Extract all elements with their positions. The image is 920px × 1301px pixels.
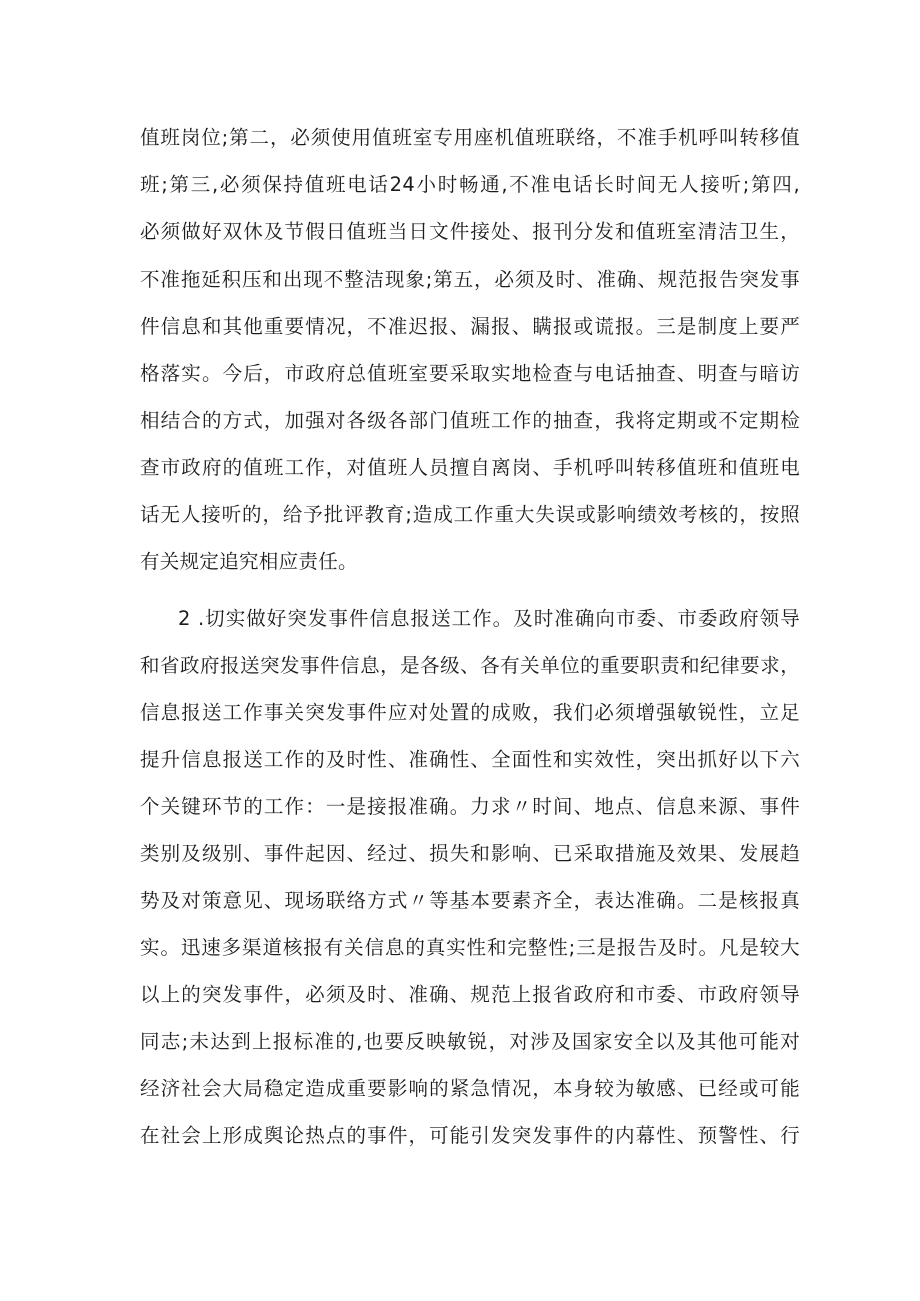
text-line: 件信息和其他重要情况，不准迟报、漏报、瞒报或谎报。三是制度上要严 — [140, 315, 800, 338]
text-line: 查市政府的值班工作，对值班人员擅自离岗、手机呼叫转移值班和值班电 — [140, 456, 800, 479]
text-line: 相结合的方式，加强对各级各部门值班工作的抽查，我将定期或不定期检 — [140, 409, 800, 432]
text-line: 格落实。今后，市政府总值班室要采取实地检查与电话抽查、明查与暗访 — [140, 362, 800, 385]
text-line: 信息报送工作事关突发事件应对处置的成败，我们必须增强敏锐性，立足 — [140, 701, 800, 724]
text-line: 提升信息报送工作的及时性、准确性、全面性和实效性，突出抓好以下六 — [140, 748, 800, 771]
text-line: 类别及级别、事件起因、经过、损失和影响、已采取措施及效果、发展趋 — [140, 842, 800, 865]
text-line: 以上的突发事件，必须及时、准确、规范上报省政府和市委、市政府领导 — [140, 983, 800, 1006]
text-line: 经济社会大局稳定造成重要影响的紧急情况，本身较为敏感、已经或可能 — [140, 1077, 800, 1100]
text-line: 个关键环节的工作：一是接报准确。力求〃时间、地点、信息来源、事件 — [140, 795, 800, 818]
text-line: 话无人接听的，给予批评教育;造成工作重大失误或影响绩效考核的，按照 — [140, 503, 800, 526]
text-line: 必须做好双休及节假日值班当日文件接处、报刊分发和值班室清洁卫生， — [140, 220, 800, 243]
text-line: 势及对策意见、现场联络方式〃等基本要素齐全，表达准确。二是核报真 — [140, 889, 800, 912]
text-line: 班;第三,必须保持值班电话24小时畅通,不准电话长时间无人接听;第四, — [140, 173, 800, 196]
text-line: 不准拖延积压和出现不整洁现象;第五，必须及时、准确、规范报告突发事 — [140, 268, 800, 291]
text-line: 实。迅速多渠道核报有关信息的真实性和完整性;三是报告及时。凡是较大 — [140, 936, 800, 959]
text-line: 值班岗位;第二，必须使用值班室专用座机值班联络，不准手机呼叫转移值 — [140, 126, 800, 149]
text-line: 在社会上形成舆论热点的事件，可能引发突发事件的内幕性、预警性、行 — [140, 1124, 800, 1147]
paragraph-end-line: 有关规定追究相应责任。 — [140, 550, 358, 573]
paragraph-heading-line: 2 .切实做好突发事件信息报送工作。及时准确向市委、市委政府领导 — [178, 607, 800, 630]
text-line: 同志;未达到上报标准的,也要反映敏锐，对涉及国家安全以及其他可能对 — [140, 1030, 800, 1053]
text-line: 和省政府报送突发事件信息，是各级、各有关单位的重要职责和纪律要求， — [140, 654, 800, 677]
